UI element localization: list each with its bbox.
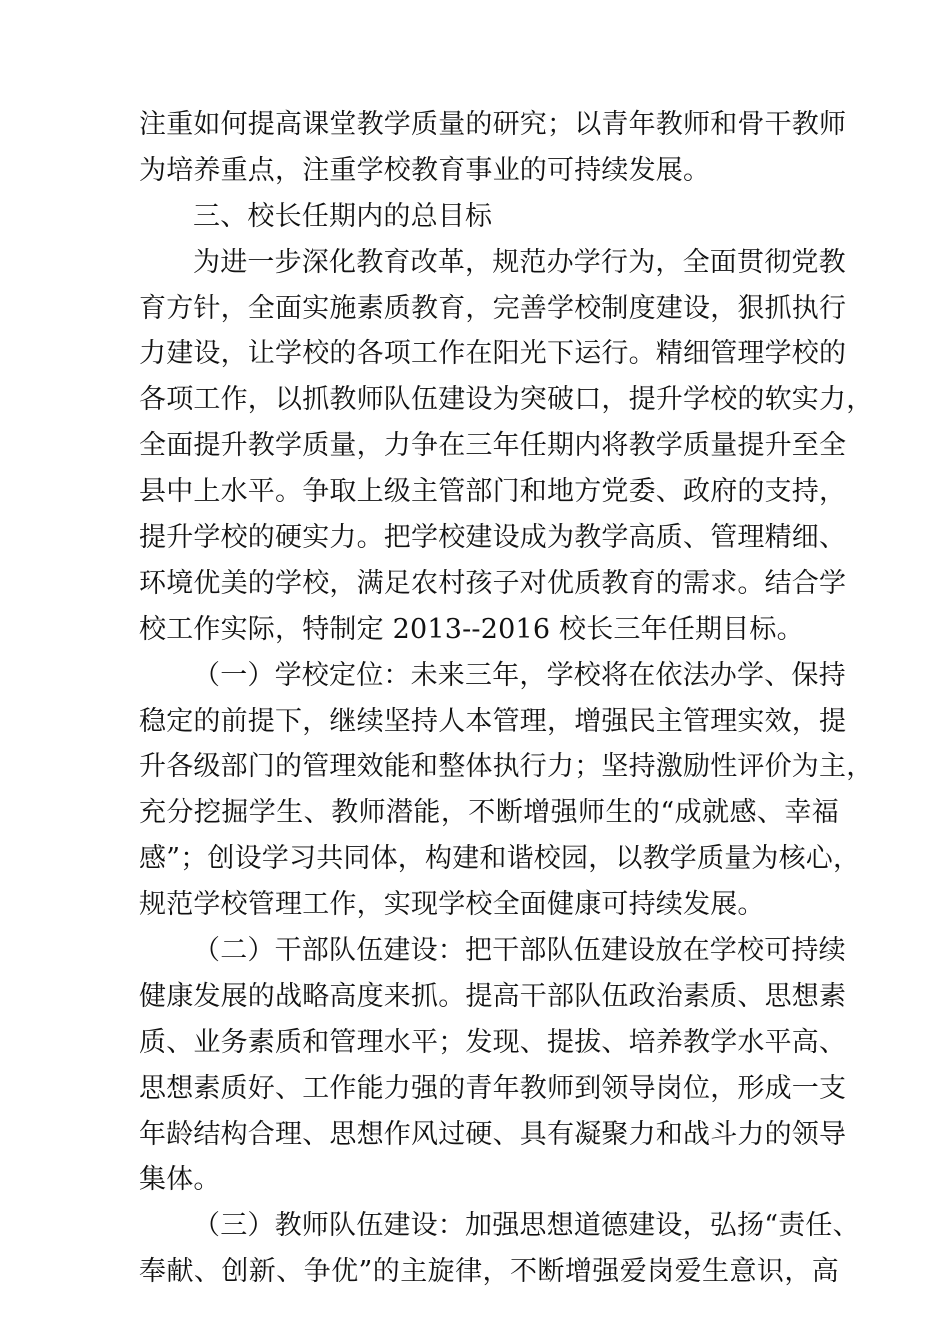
text-line: 为培养重点，注重学校教育事业的可持续发展。 <box>139 154 711 186</box>
text-line: 思想素质好、工作能力强的青年教师到领导岗位，形成一支 <box>139 1072 847 1104</box>
text-line: 稳定的前提下，继续坚持人本管理，增强民主管理实效，提 <box>139 705 847 737</box>
document-body <box>139 102 874 1295</box>
text-line: 奉献、创新、争优”的主旋律，不断增强爱岗爱生意识，高 <box>139 1256 839 1288</box>
text-line: 力建设，让学校的各项工作在阳光下运行。精细管理学校的 <box>139 338 847 370</box>
text-line: 升各级部门的管理效能和整体执行力；坚持激励性评价为主， <box>139 751 874 783</box>
section-heading: 三、校长任期内的总目标 <box>193 200 493 232</box>
text-line: 健康发展的战略高度来抓。提高干部队伍政治素质、思想素 <box>139 980 847 1012</box>
text-line: （一）学校定位：未来三年，学校将在依法办学、保持 <box>193 659 846 691</box>
text-line: 集体。 <box>139 1164 221 1196</box>
text-line: 环境优美的学校，满足农村孩子对优质教育的需求。结合学 <box>139 567 847 599</box>
text-line: 为进一步深化教育改革，规范办学行为，全面贯彻党教 <box>193 246 846 278</box>
text-line: 规范学校管理工作，实现学校全面健康可持续发展。 <box>139 889 765 921</box>
text-line: 提升学校的硬实力。把学校建设成为教学高质、管理精细、 <box>139 522 847 554</box>
text-line: 育方针，全面实施素质教育，完善学校制度建设，狠抓执行 <box>139 292 847 324</box>
text-line: 年龄结构合理、思想作风过硬、具有凝聚力和战斗力的领导 <box>139 1118 847 1150</box>
text-line: （二）干部队伍建设：把干部队伍建设放在学校可持续 <box>193 935 846 967</box>
text-line: 注重如何提高课堂教学质量的研究；以青年教师和骨干教师 <box>139 109 847 140</box>
text-line: 县中上水平。争取上级主管部门和地方党委、政府的支持， <box>139 476 847 508</box>
text-line: 各项工作，以抓教师队伍建设为突破口，提升学校的软实力， <box>139 384 874 416</box>
text-line: 质、业务素质和管理水平；发现、提拔、培养教学水平高、 <box>139 1026 847 1058</box>
text-line: 感”；创设学习共同体，构建和谐校园，以教学质量为核心， <box>139 843 861 875</box>
text-line: 全面提升教学质量，力争在三年任期内将教学质量提升至全 <box>139 430 847 462</box>
text-line: （三）教师队伍建设：加强思想道德建设，弘扬“责任、 <box>193 1210 860 1242</box>
text-line: 充分挖掘学生、教师潜能，不断增强师生的“成就感、幸福 <box>139 797 839 829</box>
text-line: 校工作实际，特制定 2013--2016 校长三年任期目标。 <box>139 613 804 645</box>
